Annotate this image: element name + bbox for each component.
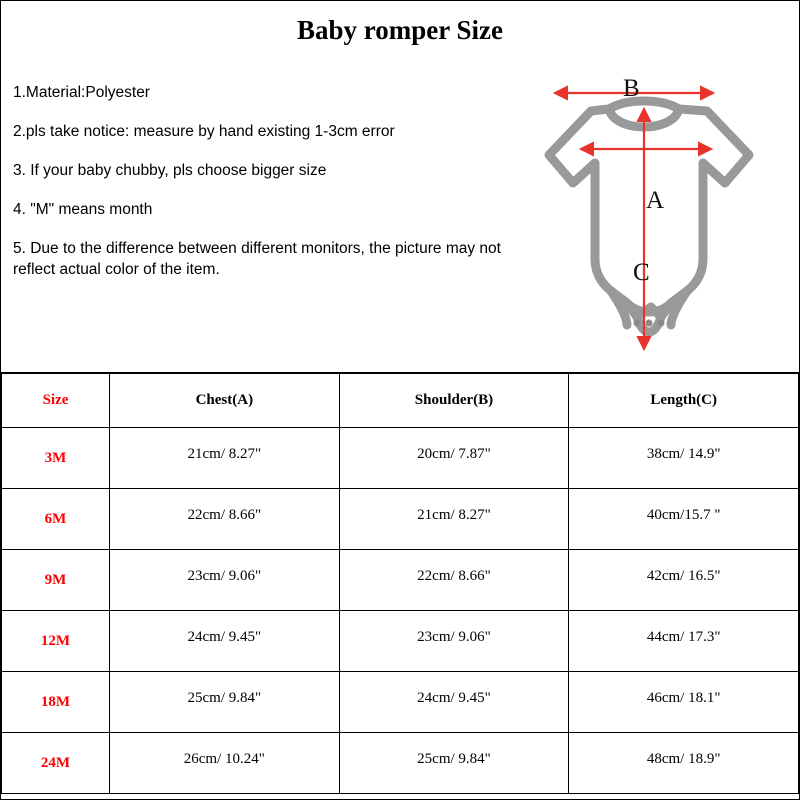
cell-chest: 26cm/ 10.24": [110, 733, 340, 794]
cell-size: 9M: [2, 550, 110, 611]
cell-chest: 24cm/ 9.45": [110, 611, 340, 672]
header-size: Size: [2, 374, 110, 428]
cell-shoulder: 24cm/ 9.45": [339, 672, 569, 733]
size-table: [1, 373, 799, 794]
cell-chest: 22cm/ 8.66": [110, 489, 340, 550]
cell-shoulder: 21cm/ 8.27": [339, 489, 569, 550]
cell-shoulder: 20cm/ 7.87": [339, 428, 569, 489]
cell-size: 3M: [2, 428, 110, 489]
note-item: 2.pls take notice: measure by hand existing 1-3cm error: [13, 122, 395, 140]
cell-chest: 25cm/ 9.84": [110, 672, 340, 733]
table-row: [2, 489, 799, 550]
table-row: [2, 611, 799, 672]
notes-list: [13, 83, 505, 281]
header-length: Length(C): [569, 374, 799, 428]
cell-size: 6M: [2, 489, 110, 550]
cell-length: 38cm/ 14.9": [569, 428, 799, 489]
dimension-label-c: C: [633, 259, 650, 286]
cell-shoulder: 23cm/ 9.06": [339, 611, 569, 672]
table-row: [2, 550, 799, 611]
note-item: 5. Due to the difference between different monitors, the picture may not reflect actual color of the item.: [13, 239, 501, 278]
note-item: 1.Material:Polyester: [13, 84, 150, 101]
table-row: [2, 733, 799, 794]
cell-chest: 23cm/ 9.06": [110, 550, 340, 611]
cell-size: 18M: [2, 672, 110, 733]
dimension-label-a: A: [646, 187, 665, 214]
cell-size: 24M: [2, 733, 110, 794]
table-row: [2, 428, 799, 489]
cell-shoulder: 22cm/ 8.66": [339, 550, 569, 611]
note-item: 3. If your baby chubby, pls choose bigger size: [13, 161, 327, 179]
header-shoulder: Shoulder(B): [339, 374, 569, 428]
cell-chest: 21cm/ 8.27": [110, 428, 340, 489]
cell-length: 44cm/ 17.3": [569, 611, 799, 672]
page-title: Baby romper Size: [297, 15, 503, 45]
cell-shoulder: 25cm/ 9.84": [339, 733, 569, 794]
table-header-row: [2, 374, 799, 428]
cell-size: 12M: [2, 611, 110, 672]
header-section: [1, 15, 799, 373]
table-row: [2, 672, 799, 733]
dimension-label-b: B: [623, 75, 640, 102]
snap-buttons: [634, 320, 665, 327]
header-chest: Chest(A): [110, 374, 340, 428]
cell-length: 46cm/ 18.1": [569, 672, 799, 733]
romper-diagram: [511, 59, 789, 359]
cell-length: 42cm/ 16.5": [569, 550, 799, 611]
cell-length: 48cm/ 18.9": [569, 733, 799, 794]
cell-length: 40cm/15.7 ": [569, 489, 799, 550]
note-item: 4. "M" means month: [13, 200, 153, 218]
